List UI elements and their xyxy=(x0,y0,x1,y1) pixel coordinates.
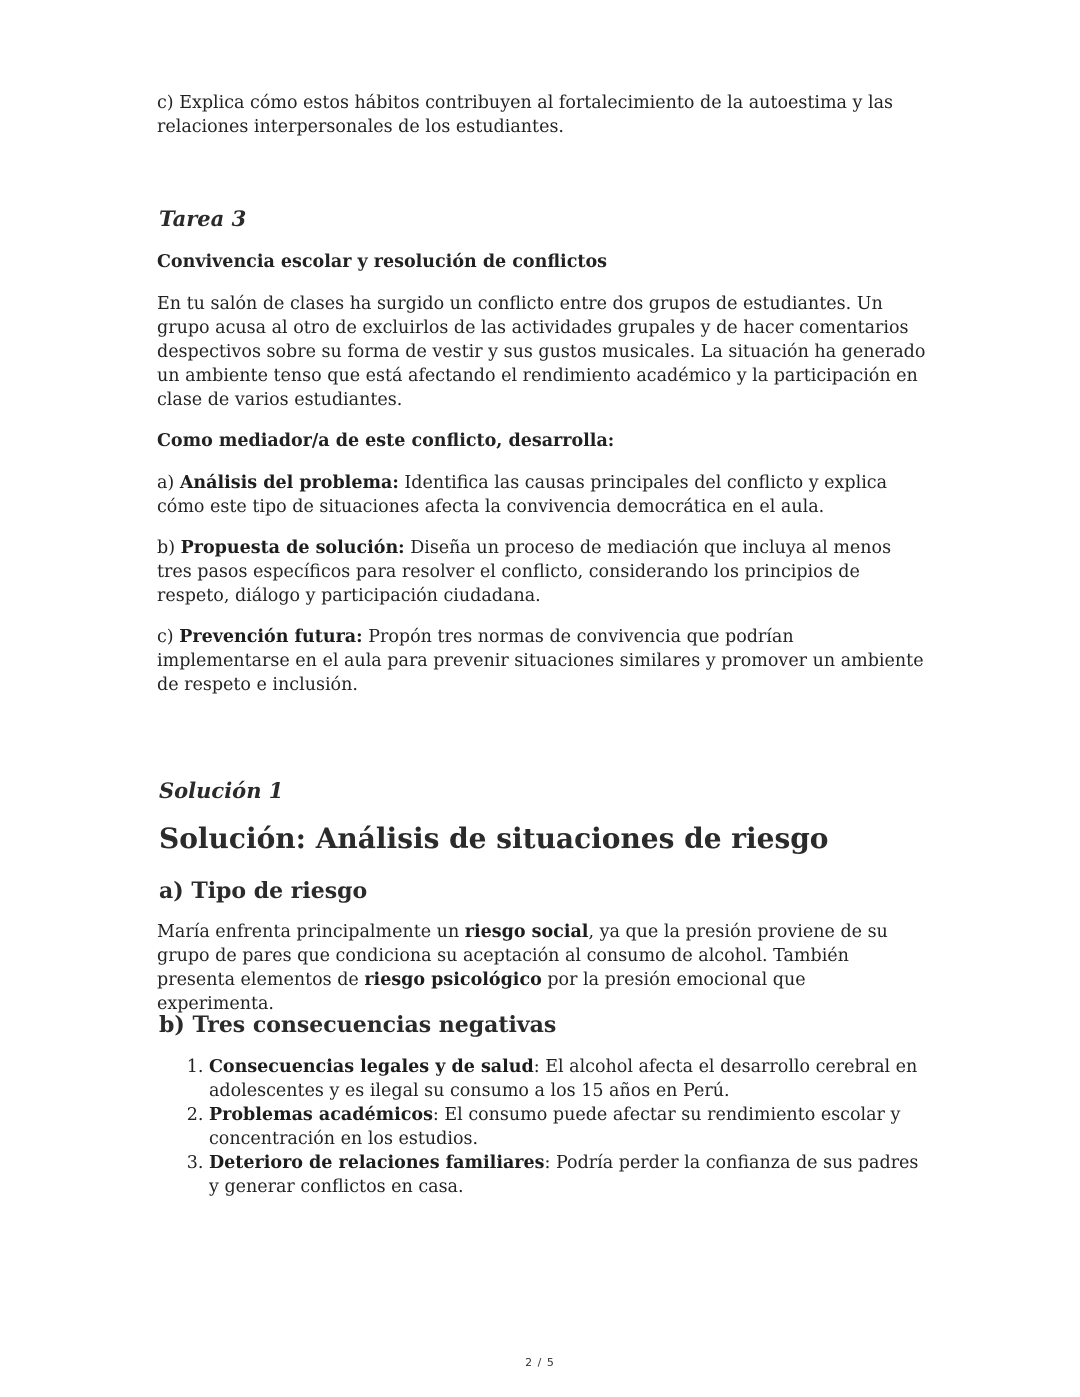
text-run: , ya que la presión proviene de su grupo de pares que condiciona su aceptación al consumo de alcohol. También presenta elementos de xyxy=(157,922,888,990)
section-a-heading: a) Tipo de riesgo xyxy=(159,878,368,904)
section-b-body xyxy=(157,1055,927,1199)
list-item xyxy=(209,1055,927,1103)
task-3-scenario: En tu salón de clases ha surgido un conflicto entre dos grupos de estudiantes. Un grupo acusa al otro de excluirlos de las actividades grupales y de hacer comentarios despectivos sobre su forma de vestir y sus gustos musicales. La situación ha generado un ambiente tenso que está afectando el rendimiento académico y la participación en clase de varios estudiantes. xyxy=(157,294,926,410)
item-label: Deterioro de relaciones familiares xyxy=(209,1153,545,1173)
item-text: : El consumo puede afectar su rendimiento escolar y concentración en los estudios. xyxy=(209,1105,901,1149)
item-prefix: c) xyxy=(157,627,180,647)
task-3-section xyxy=(157,250,927,697)
task-3-item-c xyxy=(157,625,927,697)
solution-1-label: Solución 1 xyxy=(159,778,284,803)
item-prefix: b) xyxy=(157,538,181,558)
item-text: : Podría perder la confianza de sus padres y generar conflictos en casa. xyxy=(209,1153,919,1197)
task-3-item-b xyxy=(157,536,927,608)
intro-item-c: c) Explica cómo estos hábitos contribuyen al fortalecimiento de la autoestima y las relaciones interpersonales de los estudiantes. xyxy=(157,93,894,137)
item-label: Problemas académicos xyxy=(209,1105,433,1125)
text-run: por la presión emocional que experimenta. xyxy=(157,970,806,1014)
item-label: Propuesta de solución: xyxy=(180,538,405,558)
solution-1-title: Solución: Análisis de situaciones de riesgo xyxy=(159,822,829,855)
section-a-body xyxy=(157,920,927,1016)
section-b-heading: b) Tres consecuencias negativas xyxy=(159,1012,557,1038)
text-run: María enfrenta principalmente un xyxy=(157,922,465,942)
task-3-heading: Tarea 3 xyxy=(159,206,247,231)
page-number: 2 / 5 xyxy=(525,1356,555,1369)
item-label: Prevención futura: xyxy=(179,627,363,647)
list-item xyxy=(209,1151,927,1199)
item-text: Identifica las causas principales del conflicto y explica cómo este tipo de situaciones afecta la convivencia democrática en el aula. xyxy=(157,473,888,517)
task-3-item-a xyxy=(157,471,927,519)
item-text: : El alcohol afecta el desarrollo cerebral en adolescentes y es ilegal su consumo a los 15 años en Perú. xyxy=(209,1057,918,1101)
item-text: Diseña un proceso de mediación que incluya al menos tres pasos específicos para resolver el conflicto, considerando los principios de respeto, diálogo y participación ciudadana. xyxy=(157,538,892,606)
intro-section xyxy=(157,91,927,139)
item-label: Análisis del problema: xyxy=(179,473,399,493)
section-a-paragraph xyxy=(157,920,927,1016)
task-3-instruction: Como mediador/a de este conflicto, desarrolla: xyxy=(157,431,615,451)
consequences-list xyxy=(157,1055,927,1199)
task-3-subtitle: Convivencia escolar y resolución de conflictos xyxy=(157,252,607,272)
bold-term: riesgo psicológico xyxy=(364,970,542,990)
bold-term: riesgo social xyxy=(464,922,589,942)
item-label: Consecuencias legales y de salud xyxy=(209,1057,534,1077)
item-prefix: a) xyxy=(157,473,180,493)
list-item xyxy=(209,1103,927,1151)
item-text: Propón tres normas de convivencia que podrían implementarse en el aula para prevenir situaciones similares y promover un ambiente de respeto e inclusión. xyxy=(157,627,924,695)
